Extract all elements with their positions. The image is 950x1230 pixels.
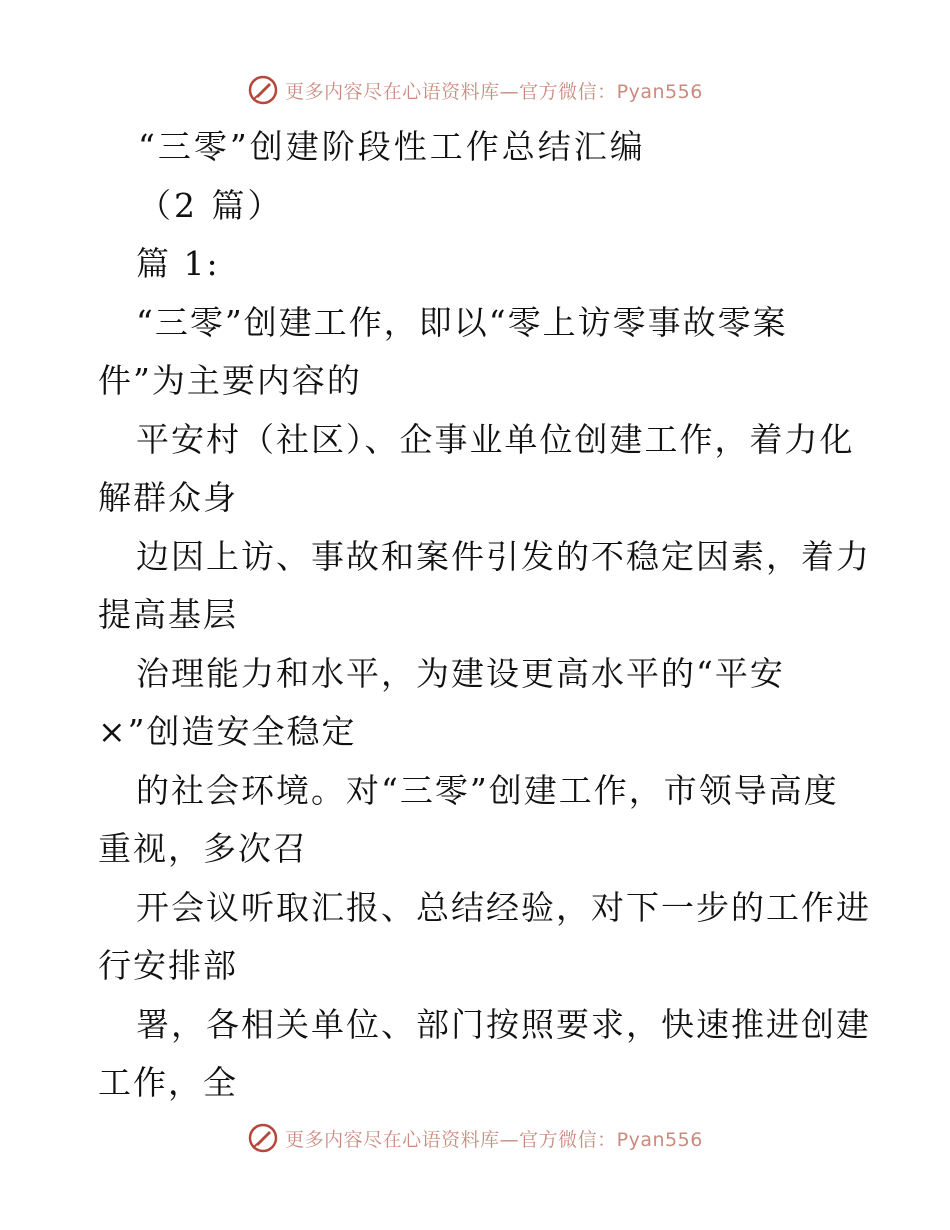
document-body: [98, 118, 871, 1113]
paragraph-line: 边因上访、事故和案件引发的不稳定因素，着力: [136, 536, 871, 576]
paragraph-line: 件”为主要内容的: [98, 361, 362, 400]
paragraph-line: 开会议听取汇报、总结经验，对下一步的工作进: [136, 887, 871, 927]
footer-watermark: [0, 1118, 950, 1158]
paragraph-line: 工作，全: [98, 1063, 238, 1102]
paragraph-line: “三零”创建工作，即以“零上访零事故零案: [136, 302, 788, 342]
paragraph-line: 提高基层: [98, 595, 238, 634]
section-heading: 篇 1:: [136, 244, 220, 283]
document-title: “三零”创建阶段性工作总结汇编: [138, 127, 646, 166]
paragraph-line: 治理能力和水平，为建设更高水平的“平安: [136, 653, 785, 693]
watermark-text: 更多内容尽在心语资料库—官方微信：Pyan556: [285, 80, 703, 103]
document-subtitle: （2 篇）: [138, 185, 284, 225]
quill-logo-icon: [247, 74, 279, 106]
watermark-text: 更多内容尽在心语资料库—官方微信：Pyan556: [285, 1128, 703, 1151]
paragraph-line: 解群众身: [98, 478, 238, 517]
paragraph-line: ×”创造安全稳定: [98, 712, 357, 751]
quill-logo-icon: [247, 1122, 279, 1154]
paragraph-line: 的社会环境。对“三零”创建工作，市领导高度: [136, 770, 839, 810]
header-watermark: [0, 70, 950, 110]
paragraph-line: 行安排部: [98, 946, 238, 985]
paragraph-line: 平安村（社区）、企事业单位创建工作，着力化: [136, 419, 855, 459]
paragraph-line: 署，各相关单位、部门按照要求，快速推进创建: [136, 1004, 871, 1044]
paragraph-line: 重视，多次召: [98, 829, 308, 868]
